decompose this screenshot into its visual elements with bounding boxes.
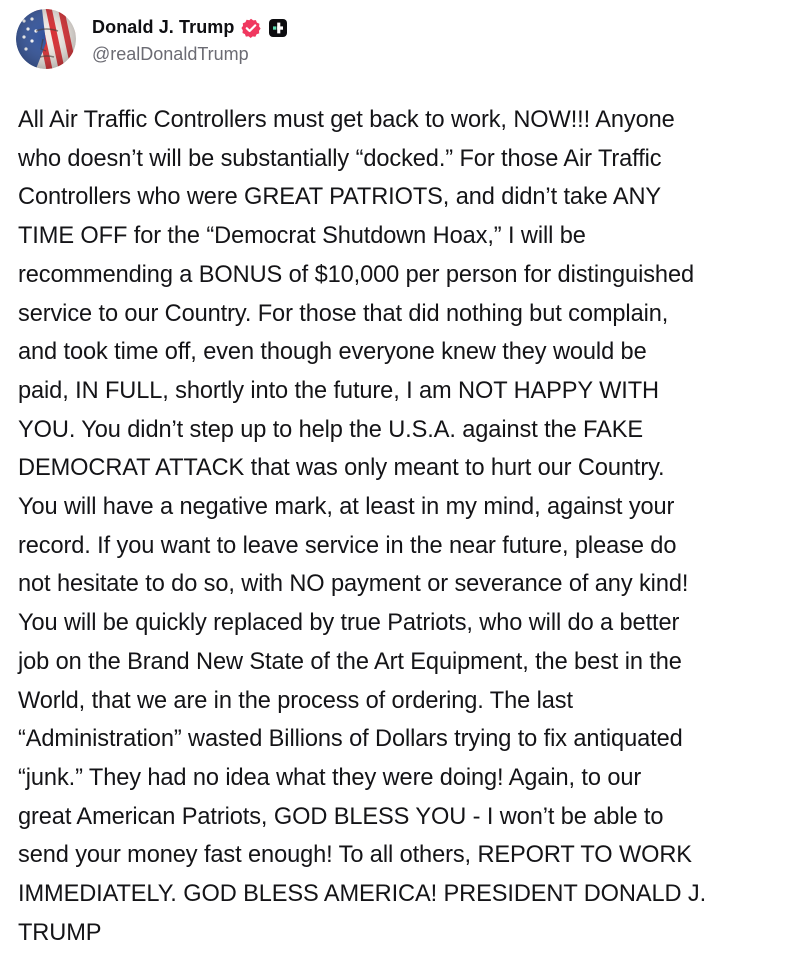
post-text-line: IMMEDIATELY. GOD BLESS AMERICA! PRESIDENT DONALD J. bbox=[18, 881, 707, 908]
post-text-line: You will be quickly replaced by true Patriots, who will do a better bbox=[18, 610, 680, 637]
post-text-line: YOU. You didn’t step up to help the U.S.A. against the FAKE bbox=[18, 416, 643, 443]
post-text-line: You will have a negative mark, at least in my mind, against your bbox=[18, 494, 675, 521]
post-text-line: paid, IN FULL, shortly into the future, I am NOT HAPPY WITH bbox=[18, 377, 659, 404]
post-text-line: job on the Brand New State of the Art Equipment, the best in the bbox=[18, 648, 682, 675]
post-header bbox=[16, 8, 287, 70]
avatar[interactable] bbox=[16, 9, 76, 69]
post-text-line: World, that we are in the process of ordering. The last bbox=[18, 687, 573, 714]
post-text-line: who doesn’t will be substantially “docked.” For those Air Traffic bbox=[18, 145, 662, 172]
author-display-name[interactable]: Donald J. Trump bbox=[92, 17, 235, 37]
author-identity bbox=[92, 14, 287, 65]
name-row bbox=[92, 14, 287, 42]
post-text-line: TRUMP bbox=[18, 919, 102, 946]
post-text-line: great American Patriots, GOD BLESS YOU - I won’t be able to bbox=[18, 803, 664, 830]
post-text-line: “junk.” They had no idea what they were doing! Again, to our bbox=[18, 764, 642, 791]
post-text-line: All Air Traffic Controllers must get back to work, NOW!!! Anyone bbox=[18, 107, 675, 133]
verified-badge-icon bbox=[241, 18, 261, 38]
post-text-line: record. If you want to leave service in the near future, please do bbox=[18, 532, 677, 559]
post-text-line: not hesitate to do so, with NO payment or severance of any kind! bbox=[18, 571, 689, 598]
post-text-line: Controllers who were GREAT PATRIOTS, and didn’t take ANY bbox=[18, 184, 662, 211]
author-handle[interactable]: @realDonaldTrump bbox=[92, 43, 249, 64]
truth-social-logo-icon bbox=[269, 19, 287, 37]
post-text-line: send your money fast enough! To all others, REPORT TO WORK bbox=[18, 842, 692, 869]
post-text-line: “Administration” wasted Billions of Dollars trying to fix antiquated bbox=[18, 726, 683, 753]
flag-portrait-avatar-icon bbox=[16, 9, 76, 69]
post-text-line: and took time off, even though everyone knew they would be bbox=[18, 339, 647, 366]
post-body bbox=[18, 101, 788, 952]
post-text-line: service to our Country. For those that did nothing but complain, bbox=[18, 300, 669, 327]
post-text-line: TIME OFF for the “Democrat Shutdown Hoax,” I will be bbox=[18, 223, 586, 250]
post-text-line: recommending a BONUS of $10,000 per person for distinguished bbox=[18, 261, 694, 288]
post-text-line: DEMOCRAT ATTACK that was only meant to hurt our Country. bbox=[18, 455, 665, 482]
